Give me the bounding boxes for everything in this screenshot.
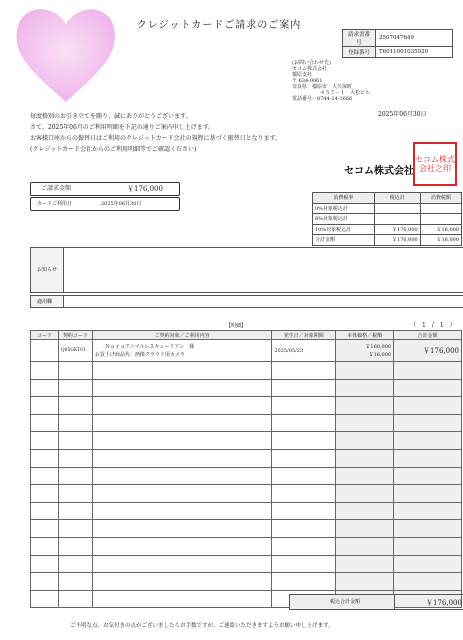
detail-col-total: 合計金額	[394, 331, 462, 340]
empty-cell	[58, 573, 92, 591]
empty-cell	[92, 502, 271, 520]
empty-cell	[92, 485, 271, 503]
company-logo	[344, 162, 414, 177]
empty-cell	[394, 502, 462, 520]
empty-cell	[336, 379, 394, 397]
card-usage-box	[30, 197, 180, 211]
empty-cell	[92, 520, 271, 538]
empty-cell	[336, 537, 394, 555]
tax-summary-row	[313, 235, 462, 246]
empty-cell	[31, 379, 59, 397]
detail-col-price: 本体価格／税額	[336, 331, 394, 340]
tax-rate-header: 消費税率	[313, 193, 375, 204]
empty-cell	[336, 573, 394, 591]
tax-rate-label: 10%対象税込計	[313, 224, 375, 235]
greeting-line: 毎度格別のお引き立てを賜り、誠にありがとうございます。	[30, 113, 192, 120]
empty-cell	[272, 485, 336, 503]
empty-cell	[31, 449, 59, 467]
billing-amount-value: ￥176,000	[127, 185, 163, 193]
issue-date: 2025年06月30日	[378, 111, 427, 118]
item-total: ￥176,000	[394, 340, 462, 362]
contact-address-line1: 奈良県 橿原市 大久保町	[292, 84, 353, 90]
item-price-cell	[336, 340, 394, 362]
empty-cell	[31, 397, 59, 415]
table-row	[31, 432, 462, 450]
detail-col-code: コード	[31, 331, 59, 340]
empty-cell	[394, 485, 462, 503]
empty-cell	[31, 502, 59, 520]
empty-cell	[58, 520, 92, 538]
detail-table	[30, 330, 462, 608]
empty-cell	[394, 362, 462, 380]
empty-cell	[31, 555, 59, 573]
empty-cell	[336, 485, 394, 503]
remarks-box	[30, 295, 463, 308]
empty-cell	[272, 414, 336, 432]
empty-cell	[336, 467, 394, 485]
greeting-line: さて、2025年06月のご利用明細を下記の通りご案内申し上げます。	[30, 124, 215, 131]
company-seal: セコム株式会社之印	[413, 142, 457, 186]
tax-total-value: ￥176,000	[374, 235, 420, 246]
empty-cell	[31, 590, 59, 608]
empty-cell	[58, 397, 92, 415]
tax-total-value	[374, 214, 420, 225]
meta-table	[342, 29, 453, 58]
invoice-number-value: 2507047649	[376, 30, 453, 47]
item-content-line1: Ｎａｒａアニマルレスキューリアン 様	[104, 343, 195, 350]
tax-summary-header	[313, 193, 462, 204]
empty-cell	[336, 397, 394, 415]
empty-cell	[58, 362, 92, 380]
footer-note: ご不明な点、お気付きの点がございましたらお手数ですが、ご連絡いただきますようお願い申し上げます。	[70, 623, 334, 629]
empty-cell	[92, 362, 271, 380]
empty-cell	[336, 502, 394, 520]
empty-cell	[272, 379, 336, 397]
empty-cell	[31, 432, 59, 450]
empty-cell	[272, 362, 336, 380]
table-row	[31, 555, 462, 573]
card-usage-label: カードご利用日	[37, 201, 73, 207]
billing-amount-box	[30, 182, 180, 196]
item-content-line2: お買上げ商品代：画像クラウド用カメラ	[94, 351, 185, 358]
empty-cell	[58, 379, 92, 397]
heart-sticker	[14, 2, 119, 107]
item-price: ￥160,000	[365, 343, 392, 350]
registration-number-value: T6011001035920	[376, 47, 453, 58]
contact-block	[292, 60, 402, 102]
empty-cell	[92, 414, 271, 432]
meta-row	[343, 47, 453, 58]
empty-cell	[31, 414, 59, 432]
tax-total-value	[374, 203, 420, 214]
greeting-line: (クレジットカード会社からのご利用明細等でご確認ください)	[30, 146, 197, 153]
item-content	[92, 340, 271, 362]
empty-cell	[58, 467, 92, 485]
empty-cell	[272, 573, 336, 591]
logo-text: セコム株式会社	[344, 166, 414, 177]
table-row	[31, 502, 462, 520]
contact-address-line2: ４５７－１ 大松ビル	[320, 90, 371, 96]
greeting-line: お客様口座からの振替日はご利用のクレジットカード会社の規程に基づく振替日となります。	[30, 135, 282, 142]
empty-cell	[336, 555, 394, 573]
empty-cell	[31, 537, 59, 555]
empty-cell	[394, 555, 462, 573]
empty-cell	[272, 397, 336, 415]
tax-amount-header: 消費税額	[420, 193, 461, 204]
greeting-text	[30, 111, 330, 155]
empty-cell	[394, 573, 462, 591]
detail-heading: 【明細】	[226, 323, 247, 329]
tax-amount-value	[420, 203, 461, 214]
table-row	[31, 340, 462, 362]
empty-cell	[58, 537, 92, 555]
contact-heading: (お問い合わせ先)	[292, 60, 331, 66]
detail-total-label: 税込合計金額	[330, 599, 361, 605]
contact-company: セコム株式会社	[292, 66, 328, 72]
empty-cell	[92, 590, 271, 608]
tax-amount-value	[420, 214, 461, 225]
empty-cell	[394, 414, 462, 432]
empty-cell	[272, 520, 336, 538]
empty-cell	[272, 502, 336, 520]
empty-cell	[92, 467, 271, 485]
empty-cell	[336, 449, 394, 467]
empty-cell	[336, 414, 394, 432]
empty-cell	[336, 432, 394, 450]
table-row	[31, 537, 462, 555]
empty-cell	[58, 414, 92, 432]
meta-row	[343, 30, 453, 47]
empty-cell	[58, 555, 92, 573]
empty-cell	[58, 502, 92, 520]
tax-rate-label: 合計金額	[313, 235, 375, 246]
empty-cell	[31, 467, 59, 485]
empty-cell	[272, 537, 336, 555]
empty-cell	[272, 467, 336, 485]
tax-rate-label: 8%対象税込計	[313, 214, 375, 225]
detail-col-content: ご契約対象／ご利用内容	[92, 331, 271, 340]
item-date: 2025/05/23	[272, 340, 336, 362]
empty-cell	[58, 485, 92, 503]
remarks-label: 適用欄	[37, 299, 53, 305]
page-title: クレジットカードご請求のご案内	[136, 20, 302, 31]
empty-cell	[31, 362, 59, 380]
notice-label: お知らせ	[37, 267, 57, 273]
invoice-number-label: 請求書番号	[343, 30, 376, 47]
empty-cell	[394, 432, 462, 450]
empty-cell	[336, 520, 394, 538]
item-contract-code: Q05GKT01	[58, 340, 92, 362]
empty-cell	[31, 485, 59, 503]
empty-cell	[58, 432, 92, 450]
detail-header-row	[31, 331, 462, 340]
tax-summary-row	[313, 224, 462, 235]
empty-cell	[92, 397, 271, 415]
detail-total-box	[289, 594, 463, 610]
empty-cell	[394, 397, 462, 415]
contact-phone: 電話番号：0744-24-1666	[292, 96, 353, 102]
empty-cell	[92, 573, 271, 591]
empty-cell	[336, 362, 394, 380]
empty-cell	[92, 449, 271, 467]
empty-cell	[58, 590, 92, 608]
tax-amount-value: ￥16,000	[420, 235, 461, 246]
detail-page-indicator: （ 1 / 1 ）	[410, 322, 456, 329]
empty-cell	[272, 432, 336, 450]
empty-cell	[394, 537, 462, 555]
table-row	[31, 467, 462, 485]
tax-total-value: ￥176,000	[374, 224, 420, 235]
empty-cell	[92, 537, 271, 555]
empty-cell	[92, 555, 271, 573]
detail-total-value: ￥176,000	[426, 599, 462, 607]
card-usage-date: 2025年06月30日	[101, 201, 142, 207]
empty-cell	[272, 449, 336, 467]
tax-total-header: 税込計	[374, 193, 420, 204]
table-row	[31, 414, 462, 432]
table-row	[31, 520, 462, 538]
tax-rate-label: 0%対象税込計	[313, 203, 375, 214]
tax-summary-row	[313, 214, 462, 225]
table-row	[31, 485, 462, 503]
notice-box	[30, 247, 463, 293]
contact-branch: 橿原支社	[292, 72, 313, 78]
empty-cell	[92, 379, 271, 397]
table-row	[31, 362, 462, 380]
table-row	[31, 573, 462, 591]
empty-cell	[58, 449, 92, 467]
table-row	[31, 379, 462, 397]
tax-amount-value: ￥16,000	[420, 224, 461, 235]
table-row	[31, 449, 462, 467]
empty-cell	[31, 573, 59, 591]
tax-summary-row	[313, 203, 462, 214]
invoice-sheet	[14, 2, 461, 638]
detail-col-contract: 契約コード	[58, 331, 92, 340]
billing-amount-label: ご請求金額	[41, 185, 72, 192]
registration-number-label: 登録番号	[343, 47, 376, 58]
item-code	[31, 340, 59, 362]
detail-col-date: 発生日／対象期間	[272, 331, 336, 340]
table-row	[31, 397, 462, 415]
empty-cell	[31, 520, 59, 538]
tax-summary-table	[312, 192, 462, 246]
empty-cell	[394, 520, 462, 538]
contact-postal: 〒 634-0061	[292, 78, 323, 84]
empty-cell	[272, 555, 336, 573]
empty-cell	[92, 432, 271, 450]
empty-cell	[394, 449, 462, 467]
item-tax: ￥16,000	[368, 351, 392, 358]
empty-cell	[394, 467, 462, 485]
empty-cell	[394, 379, 462, 397]
